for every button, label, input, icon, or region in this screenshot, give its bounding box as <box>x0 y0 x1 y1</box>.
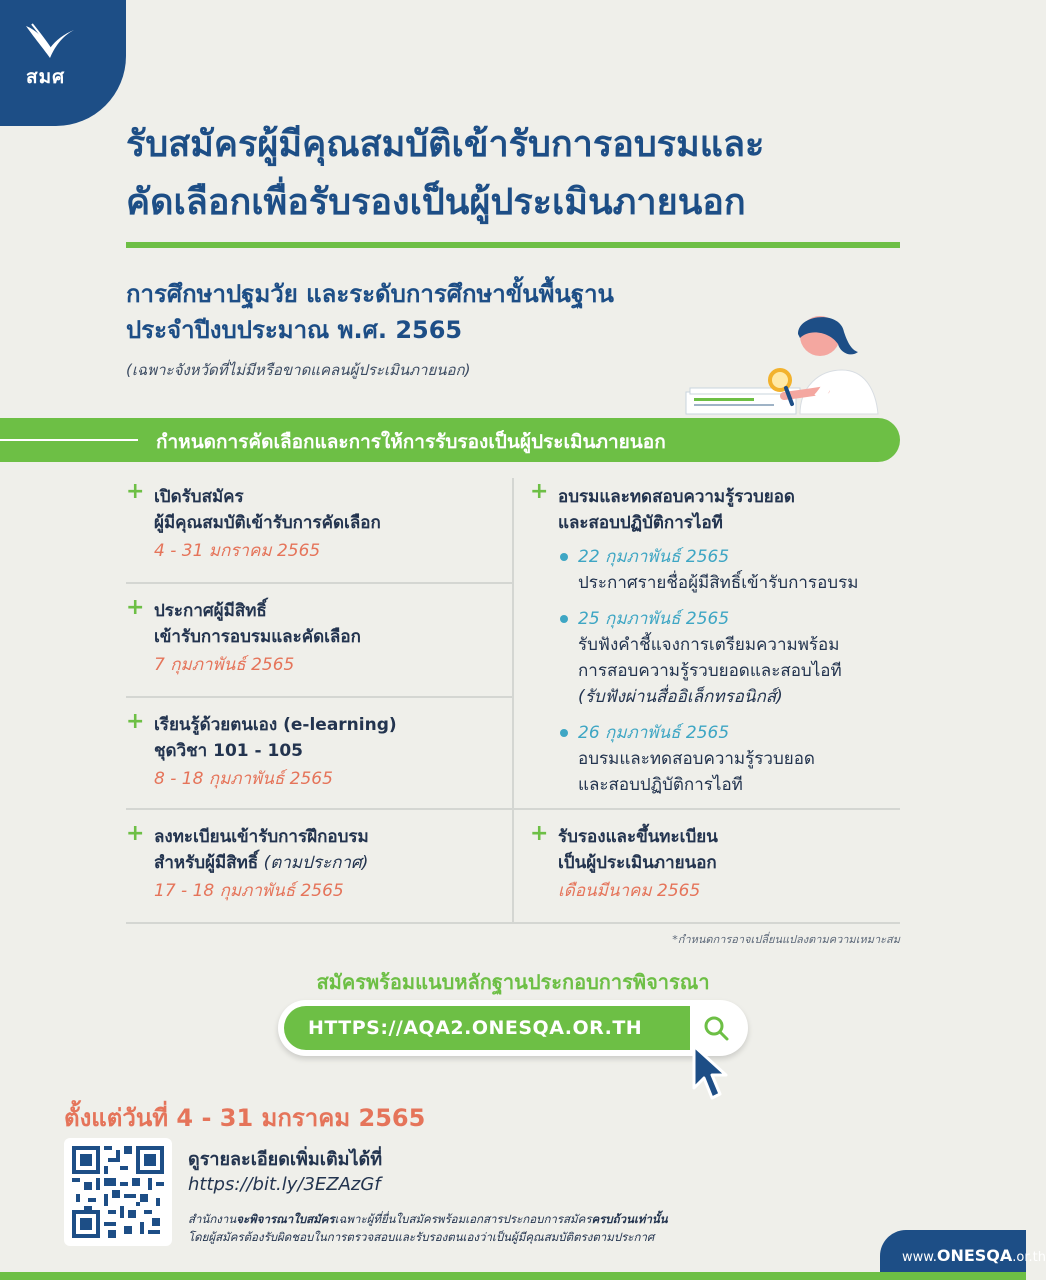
bottom-accent-bar <box>0 1272 1026 1280</box>
step-title: เรียนรู้ด้วยตนเอง (e-learning) <box>154 715 397 735</box>
fine-emphasis: ครบถ้วนเท่านั้น <box>591 1212 668 1226</box>
bullet-text: รับฟังคำชี้แจงการเตรียมความพร้อม <box>578 635 840 655</box>
step-title: ประกาศผู้มีสิทธิ์ <box>154 601 267 621</box>
bullet-dot-icon <box>560 615 568 623</box>
page-title-line2: คัดเลือกเพื่อรับรองเป็นผู้ประเมินภายนอก <box>126 182 746 223</box>
plus-icon: + <box>126 479 145 504</box>
bullet-text: ประกาศรายชื่อผู้มีสิทธิ์เข้ารับการอบรม <box>578 573 859 593</box>
bullet-date: 26 กุมภาพันธ์ 2565 <box>578 723 730 743</box>
step-subtitle-note: (ตามประกาศ) <box>258 853 369 873</box>
step-subtitle-text: สำหรับผู้มีสิทธิ์ <box>154 853 259 873</box>
step-title: เปิดรับสมัคร <box>154 487 244 507</box>
pointer-cursor-icon <box>690 1044 734 1108</box>
bullet-text: อบรมและทดสอบความรู้รวบยอด <box>578 749 815 769</box>
step-date: 4 - 31 มกราคม 2565 <box>154 541 321 561</box>
plus-icon: + <box>126 709 145 734</box>
schedule-disclaimer: *กำหนดการอาจเปลี่ยนแปลงตามความเหมาะสม <box>672 933 900 946</box>
subtitle-note: (เฉพาะจังหวัดที่ไม่มีหรือขาดแคลนผู้ประเมินภายนอก) <box>126 361 471 379</box>
bullet-date: 25 กุมภาพันธ์ 2565 <box>578 609 730 629</box>
step-title: อบรมและทดสอบความรู้รวบยอด <box>558 487 795 507</box>
application-period: ตั้งแต่วันที่ 4 - 31 มกราคม 2565 <box>64 1104 426 1132</box>
step-subtitle: ผู้มีคุณสมบัติเข้ารับการคัดเลือก <box>154 513 381 533</box>
logo-wing-icon <box>22 22 78 62</box>
plus-icon: + <box>530 479 549 504</box>
more-info-link[interactable]: https://bit.ly/3EZAzGf <box>188 1174 381 1195</box>
bullet-item <box>558 606 900 710</box>
step-subtitle: ชุดวิชา 101 - 105 <box>154 741 303 761</box>
plus-icon: + <box>126 821 145 846</box>
bullet-item <box>558 720 900 798</box>
page-title <box>126 116 916 232</box>
step-date: 7 กุมภาพันธ์ 2565 <box>154 655 295 675</box>
footer-brand-name: ONESQA <box>936 1246 1013 1265</box>
footer-website <box>902 1246 1046 1265</box>
fine-print <box>188 1210 828 1246</box>
subtitle-line2: ประจำปีงบประมาณ พ.ศ. 2565 <box>126 316 463 344</box>
subtitle <box>126 276 776 348</box>
application-url-bar[interactable] <box>278 1000 748 1056</box>
step-open-application <box>126 478 512 584</box>
url-fill <box>284 1006 690 1050</box>
fine-print-line2: โดยผู้สมัครต้องรับผิดชอบในการตรวจสอบและรับรองตนเองว่าเป็นผู้มีคุณสมบัติตรงตามประกาศ <box>188 1230 655 1244</box>
step-certification <box>514 810 900 924</box>
step-training-test <box>514 478 900 810</box>
footer-tld: .or.th <box>1012 1250 1046 1265</box>
page-title-line1: รับสมัครผู้มีคุณสมบัติเข้ารับการอบรมและ <box>126 124 765 165</box>
schedule-left-column <box>126 478 512 924</box>
fine-emphasis: จะพิจารณาใบสมัคร <box>236 1212 335 1226</box>
plus-icon: + <box>530 821 549 846</box>
step-subtitle: เข้ารับการอบรมและคัดเลือก <box>154 627 361 647</box>
bullet-note: (รับฟังผ่านสื่ออิเล็กทรอนิกส์) <box>578 687 783 707</box>
bullet-dot-icon <box>560 553 568 561</box>
step-register-training <box>126 810 512 924</box>
step-title: รับรองและขึ้นทะเบียน <box>558 827 718 847</box>
more-info-label: ดูรายละเอียดเพิ่มเติมได้ที่ <box>188 1149 383 1170</box>
step-date: 17 - 18 กุมภาพันธ์ 2565 <box>154 881 344 901</box>
step-subtitle: เป็นผู้ประเมินภายนอก <box>558 853 717 873</box>
fine-text: เฉพาะผู้ที่ยื่นใบสมัครพร้อมเอกสารประกอบการสมัคร <box>334 1212 592 1226</box>
search-icon[interactable] <box>702 1014 730 1046</box>
bullet-dot-icon <box>560 729 568 737</box>
plus-icon: + <box>126 595 145 620</box>
training-bullets <box>558 544 900 798</box>
fine-print-line1 <box>188 1210 828 1228</box>
step-date: เดือนมีนาคม 2565 <box>558 881 701 901</box>
schedule-banner <box>0 418 900 462</box>
schedule-right-column <box>514 478 900 924</box>
apply-heading: สมัครพร้อมแนบหลักฐานประกอบการพิจารณา <box>316 970 710 994</box>
step-announce-eligible <box>126 584 512 698</box>
logo-text: สมศ <box>26 66 66 88</box>
qr-code[interactable] <box>64 1138 172 1246</box>
bullet-text: การสอบความรู้รวบยอดและสอบไอที <box>578 661 842 681</box>
step-elearning <box>126 698 512 810</box>
onesqa-logo <box>0 0 126 126</box>
fine-text: สำนักงาน <box>188 1212 237 1226</box>
bullet-date: 22 กุมภาพันธ์ 2565 <box>578 547 730 567</box>
reviewer-illustration <box>680 308 880 422</box>
subtitle-line1: การศึกษาปฐมวัย และระดับการศึกษาขั้นพื้นฐาน <box>126 280 614 308</box>
application-url[interactable]: HTTPS://AQA2.ONESQA.OR.TH <box>308 1017 643 1039</box>
step-title: ลงทะเบียนเข้ารับการฝึกอบรม <box>154 827 369 847</box>
bullet-text: และสอบปฏิบัติการไอที <box>578 775 743 795</box>
banner-rule <box>0 439 138 441</box>
footer-www: www. <box>902 1250 937 1265</box>
step-subtitle: และสอบปฏิบัติการไอที <box>558 513 723 533</box>
bullet-item <box>558 544 900 596</box>
step-date: 8 - 18 กุมภาพันธ์ 2565 <box>154 769 333 789</box>
step-subtitle <box>154 850 512 876</box>
title-divider <box>126 242 900 248</box>
schedule-banner-title: กำหนดการคัดเลือกและการให้การรับรองเป็นผู้ประเมินภายนอก <box>156 431 666 453</box>
